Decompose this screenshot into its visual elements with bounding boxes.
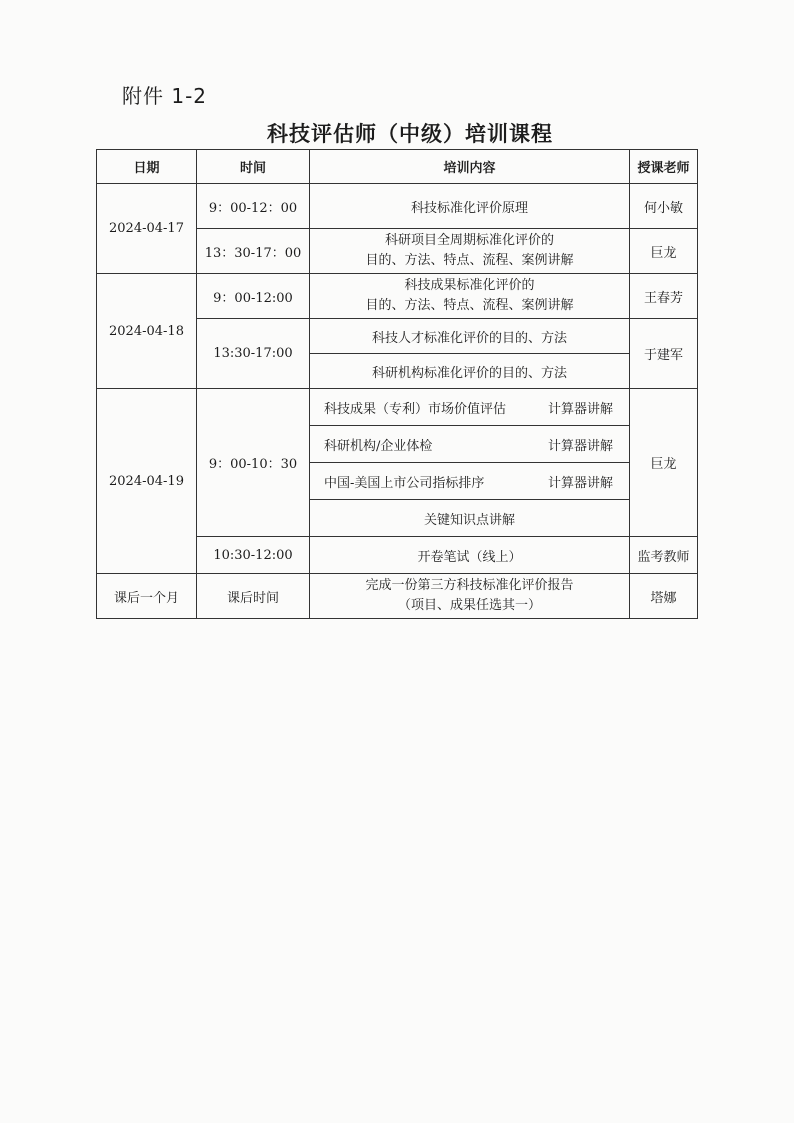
content-line: 目的、方法、特点、流程、案例讲解 bbox=[365, 298, 574, 313]
topic-text: 中国-美国上市公司指标排序 bbox=[324, 475, 485, 491]
content-line: （项目、成果任选其一） bbox=[397, 598, 541, 613]
date-cell: 2024-04-17 bbox=[97, 184, 197, 274]
teacher-cell: 巨龙 bbox=[630, 389, 698, 537]
content-line: 科技成果标准化评价的 bbox=[404, 278, 535, 293]
time-cell: 13：30-17：00 bbox=[197, 229, 310, 274]
table-row bbox=[97, 274, 698, 319]
content-line: 科研项目全周期标准化评价的 bbox=[384, 233, 554, 248]
teacher-cell: 巨龙 bbox=[630, 229, 698, 274]
header-content: 培训内容 bbox=[310, 150, 630, 184]
header-date: 日期 bbox=[97, 150, 197, 184]
note-text: 计算器讲解 bbox=[547, 401, 613, 417]
content-cell bbox=[310, 463, 630, 500]
date-cell: 2024-04-18 bbox=[97, 274, 197, 389]
header-teacher: 授课老师 bbox=[630, 150, 698, 184]
teacher-cell: 塔娜 bbox=[630, 574, 698, 619]
content-cell bbox=[310, 574, 630, 619]
content-cell: 开卷笔试（线上） bbox=[310, 537, 630, 574]
teacher-cell: 于建军 bbox=[630, 319, 698, 389]
document-title: 科技评估师（中级）培训课程 bbox=[267, 122, 553, 146]
schedule-table bbox=[96, 149, 698, 619]
date-cell: 2024-04-19 bbox=[97, 389, 197, 574]
time-cell: 课后时间 bbox=[197, 574, 310, 619]
teacher-cell: 何小敏 bbox=[630, 184, 698, 229]
content-cell bbox=[310, 389, 630, 426]
content-cell: 科技标准化评价原理 bbox=[310, 184, 630, 229]
topic-text: 科技成果（专利）市场价值评估 bbox=[324, 401, 507, 417]
teacher-cell: 王春芳 bbox=[630, 274, 698, 319]
table-row bbox=[97, 184, 698, 229]
content-line: 目的、方法、特点、流程、案例讲解 bbox=[365, 253, 574, 268]
note-text: 计算器讲解 bbox=[547, 475, 613, 491]
attachment-label: 附件 1-2 bbox=[122, 84, 208, 108]
table-row bbox=[97, 389, 698, 426]
time-cell: 9：00-12：00 bbox=[197, 184, 310, 229]
content-cell bbox=[310, 229, 630, 274]
content-cell bbox=[310, 426, 630, 463]
time-cell: 13:30-17:00 bbox=[197, 319, 310, 389]
time-cell: 9：00-10：30 bbox=[197, 389, 310, 537]
content-line: 完成一份第三方科技标准化评价报告 bbox=[365, 578, 574, 593]
topic-text: 科研机构/企业体检 bbox=[324, 438, 433, 454]
content-cell: 关键知识点讲解 bbox=[310, 500, 630, 537]
time-cell: 9：00-12:00 bbox=[197, 274, 310, 319]
content-cell: 科技人才标准化评价的目的、方法 bbox=[310, 319, 630, 354]
content-cell bbox=[310, 274, 630, 319]
table-row bbox=[97, 574, 698, 619]
time-cell: 10:30-12:00 bbox=[197, 537, 310, 574]
date-cell: 课后一个月 bbox=[97, 574, 197, 619]
header-row bbox=[97, 150, 698, 184]
teacher-cell: 监考教师 bbox=[630, 537, 698, 574]
content-cell: 科研机构标准化评价的目的、方法 bbox=[310, 354, 630, 389]
header-time: 时间 bbox=[197, 150, 310, 184]
note-text: 计算器讲解 bbox=[547, 438, 613, 454]
